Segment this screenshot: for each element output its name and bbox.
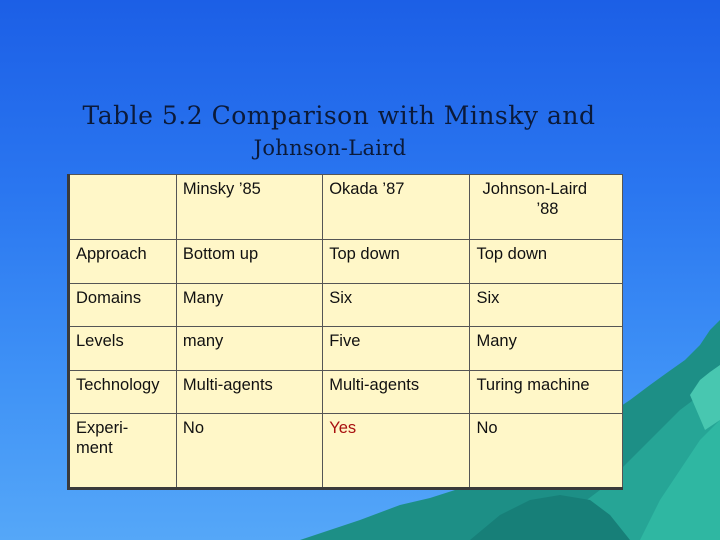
row-label: Approach <box>69 239 177 283</box>
cell: many <box>176 327 322 371</box>
cell: Bottom up <box>176 239 322 283</box>
table-row-technology <box>69 370 623 414</box>
header-johnson-laird-line2: ’88 <box>536 200 559 218</box>
table-header-row <box>69 175 623 240</box>
header-cell-minsky: Minsky ’85 <box>176 175 322 240</box>
comparison-table <box>67 174 623 490</box>
row-label: Levels <box>69 327 177 371</box>
slide-title <box>0 98 720 162</box>
row-label-line1: Experi- <box>76 419 129 438</box>
row-label: Domains <box>69 283 177 327</box>
cell: No <box>470 414 623 489</box>
cell: Top down <box>323 239 470 283</box>
table-row-domains <box>69 283 623 327</box>
title-line-2: Johnson-Laird <box>253 136 407 160</box>
header-johnson-laird-line1: Johnson-Laird <box>482 180 588 198</box>
table-row-experiment <box>69 414 623 489</box>
cell: Top down <box>470 239 623 283</box>
header-cell-johnson-laird <box>470 175 623 240</box>
cell: Five <box>323 327 470 371</box>
cell: No <box>176 414 322 489</box>
cell: Multi-agents <box>323 370 470 414</box>
table-row-levels <box>69 327 623 371</box>
cell: Six <box>323 283 470 327</box>
table-row-approach <box>69 239 623 283</box>
cell-highlighted: Yes <box>323 414 470 489</box>
cell: Six <box>470 283 623 327</box>
header-cell-empty <box>69 175 177 240</box>
title-line-1: Table 5.2 Comparison with Minsky and <box>82 101 596 130</box>
row-label <box>69 414 177 489</box>
cell: Many <box>470 327 623 371</box>
header-cell-okada: Okada ’87 <box>323 175 470 240</box>
cell: Many <box>176 283 322 327</box>
row-label-line2: ment <box>76 439 113 458</box>
cell: Turing machine <box>470 370 623 414</box>
row-label: Technology <box>69 370 177 414</box>
cell: Multi-agents <box>176 370 322 414</box>
